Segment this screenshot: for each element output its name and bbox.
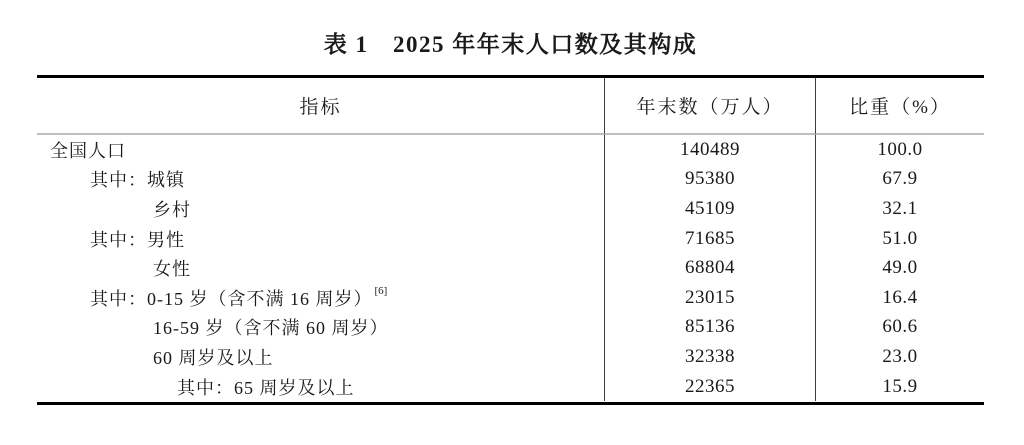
row-male-label: [37, 224, 604, 254]
row-age60plus-label: [37, 342, 604, 372]
row-age16-59-label: [37, 313, 604, 343]
row-female-value: 68804: [604, 253, 815, 283]
row-rural-value: 45109: [604, 194, 815, 224]
row-urban-value: 95380: [604, 165, 815, 195]
footnote-ref: [6]: [374, 284, 388, 297]
row-male-value: 71685: [604, 224, 815, 254]
table-title: 表 1 2025 年年末人口数及其构成: [323, 32, 698, 57]
indicator-text: 60 周岁及以上: [153, 347, 274, 368]
population-table: [37, 75, 984, 405]
indicator-text: 其中：65 周岁及以上: [177, 377, 355, 398]
indicator-text: 乡村: [153, 199, 191, 220]
row-age65plus-share: 15.9: [815, 372, 984, 402]
indicator-text: 其中：城镇: [90, 170, 185, 191]
row-age60plus-value: 32338: [604, 342, 815, 372]
indicator-text: 全国人口: [50, 140, 126, 161]
row-national-share: 100.0: [815, 135, 984, 165]
row-age16-59-share: 60.6: [815, 313, 984, 343]
row-age0-15-share: 16.4: [815, 283, 984, 313]
indicator-text: 16-59 岁（含不满 60 周岁）: [153, 318, 389, 339]
row-age60plus-share: 23.0: [815, 342, 984, 372]
row-urban-label: [37, 165, 604, 195]
indicator-text: 女性: [153, 259, 191, 280]
row-rural-share: 32.1: [815, 194, 984, 224]
row-national-label: [37, 135, 604, 165]
row-urban-share: 67.9: [815, 165, 984, 195]
row-age16-59-value: 85136: [604, 313, 815, 343]
row-age0-15-value: 23015: [604, 283, 815, 313]
row-age0-15-label: [37, 283, 604, 313]
header-indicator: 指标: [37, 78, 604, 135]
indicator-text: 其中：男性: [90, 229, 185, 250]
row-female-label: [37, 253, 604, 283]
header-yearend-count: 年末数（万人）: [604, 78, 815, 135]
row-national-value: 140489: [604, 135, 815, 165]
header-share: 比重（%）: [815, 78, 984, 135]
row-rural-label: [37, 194, 604, 224]
row-age65plus-value: 22365: [604, 372, 815, 402]
row-female-share: 49.0: [815, 253, 984, 283]
row-age65plus-label: [37, 372, 604, 402]
indicator-text: 其中：0-15 岁（含不满 16 周岁）: [90, 288, 373, 309]
row-male-share: 51.0: [815, 224, 984, 254]
